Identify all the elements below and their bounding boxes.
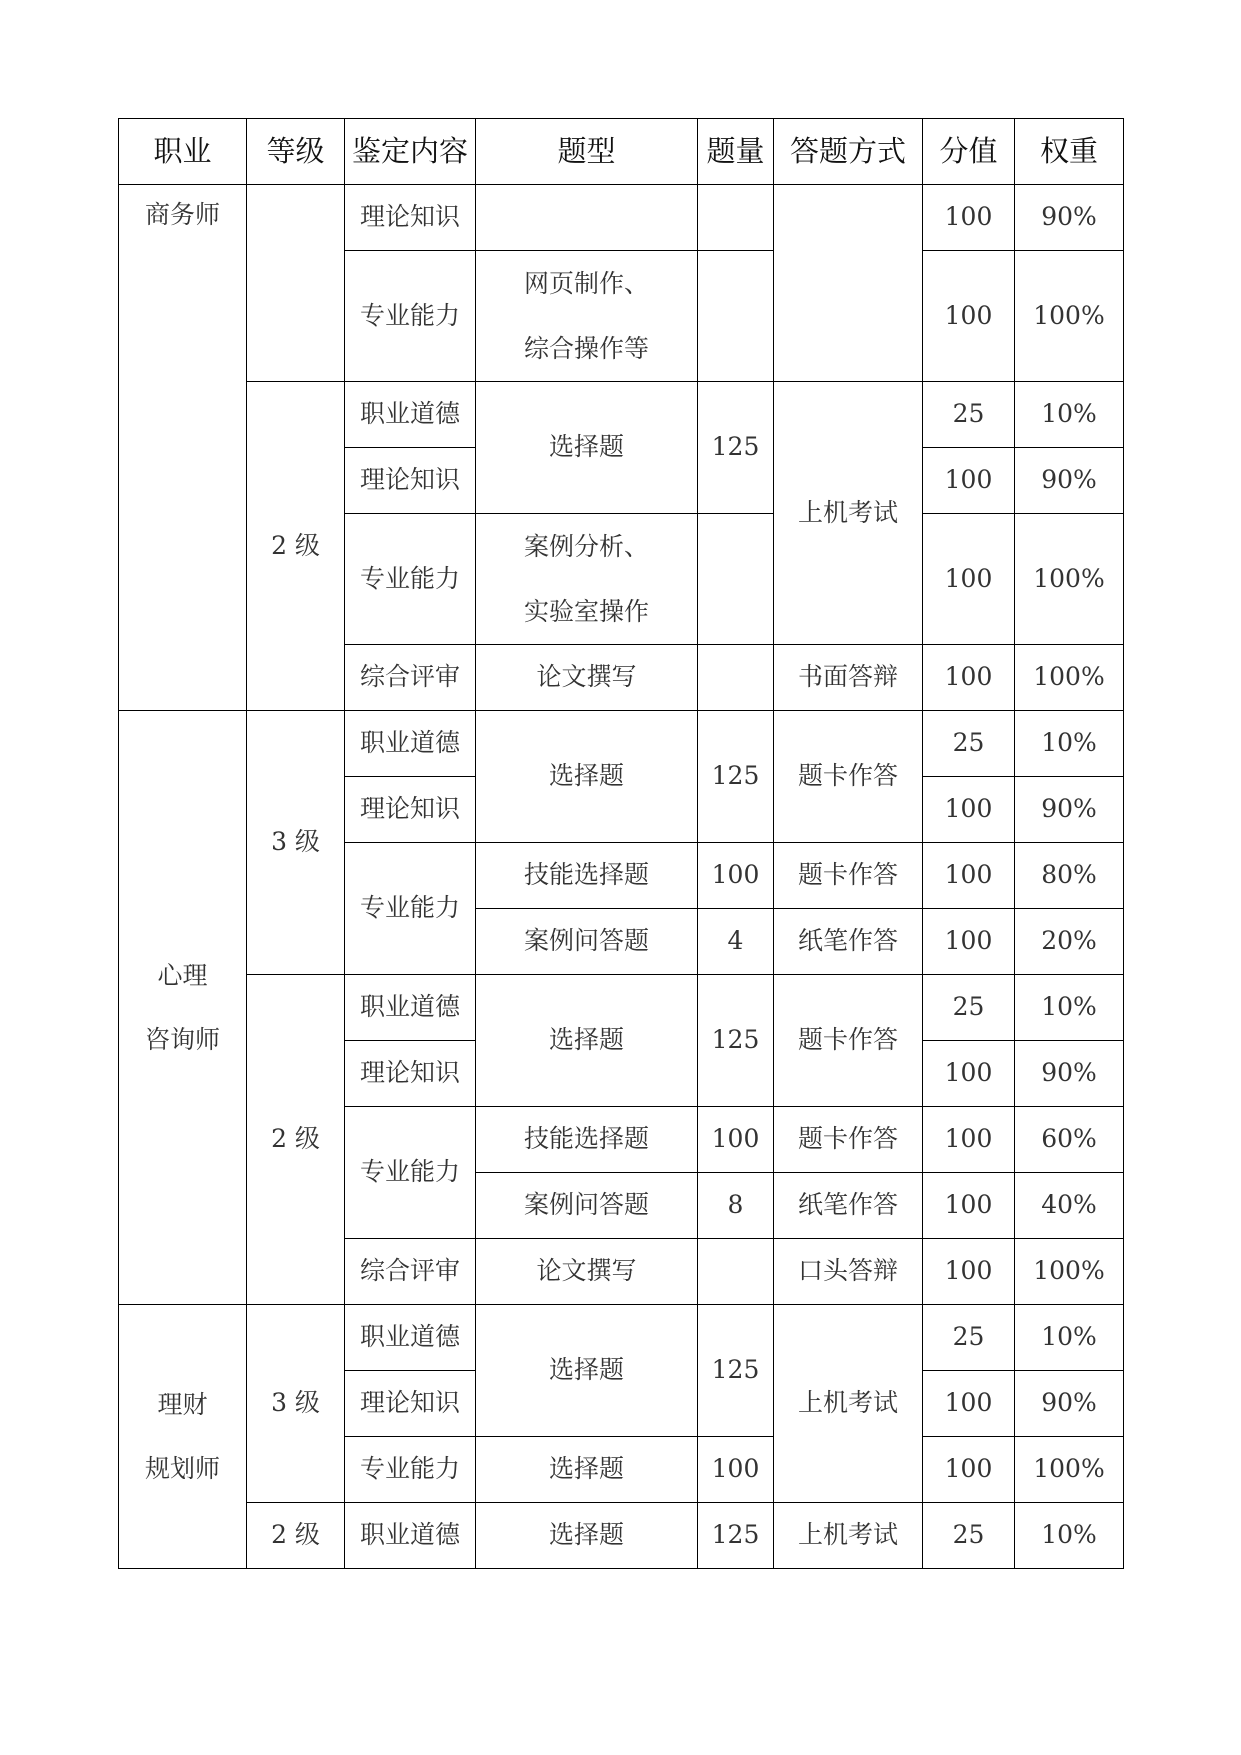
score-cell: 100 [923,185,1015,251]
table-row [119,975,1124,1041]
header-question-type: 题型 [476,119,698,185]
score-cell: 100 [923,1173,1015,1239]
type-cell [476,514,698,645]
method-cell: 上机考试 [774,1503,923,1569]
weight-cell: 100% [1015,251,1124,382]
method-cell: 纸笔作答 [774,1173,923,1239]
type-cell: 选择题 [476,1437,698,1503]
method-cell: 书面答辩 [774,645,923,711]
qty-cell-empty [698,1239,774,1305]
score-cell: 100 [923,843,1015,909]
content-cell: 职业道德 [345,382,476,448]
qty-cell: 125 [698,711,774,843]
score-cell: 100 [923,645,1015,711]
header-level: 等级 [247,119,345,185]
weight-cell: 90% [1015,448,1124,514]
score-cell: 25 [923,382,1015,448]
qty-cell: 125 [698,382,774,514]
level-cell-empty [247,185,345,382]
header-score: 分值 [923,119,1015,185]
method-cell: 题卡作答 [774,711,923,843]
weight-cell: 10% [1015,711,1124,777]
content-cell: 理论知识 [345,777,476,843]
score-cell: 100 [923,1437,1015,1503]
header-content: 鉴定内容 [345,119,476,185]
method-cell: 口头答辩 [774,1239,923,1305]
qty-cell: 100 [698,1107,774,1173]
weight-cell: 90% [1015,777,1124,843]
type-cell: 论文撰写 [476,645,698,711]
weight-cell: 100% [1015,1239,1124,1305]
qty-cell: 125 [698,1305,774,1437]
method-cell: 题卡作答 [774,843,923,909]
score-cell: 25 [923,975,1015,1041]
type-cell: 案例问答题 [476,909,698,975]
weight-cell: 20% [1015,909,1124,975]
type-line: 实验室操作 [523,597,649,626]
type-cell: 选择题 [476,1305,698,1437]
score-cell: 25 [923,1305,1015,1371]
weight-cell: 10% [1015,382,1124,448]
content-cell: 职业道德 [345,975,476,1041]
table-row [119,1503,1124,1569]
assessment-table [118,118,1124,1569]
type-cell: 选择题 [476,1503,698,1569]
weight-cell: 100% [1015,1437,1124,1503]
profession-cell [119,711,247,1305]
header-question-count: 题量 [698,119,774,185]
weight-cell: 90% [1015,185,1124,251]
profession-line: 心理 [157,960,208,990]
qty-cell: 4 [698,909,774,975]
weight-cell: 80% [1015,843,1124,909]
level-cell: 2 级 [247,975,345,1305]
content-cell: 专业能力 [345,1107,476,1239]
content-cell: 专业能力 [345,843,476,975]
type-cell: 选择题 [476,382,698,514]
type-cell-empty [476,185,698,251]
content-cell: 职业道德 [345,1305,476,1371]
weight-cell: 10% [1015,1503,1124,1569]
level-cell: 2 级 [247,382,345,711]
header-answer-method: 答题方式 [774,119,923,185]
weight-cell: 10% [1015,975,1124,1041]
method-cell: 题卡作答 [774,1107,923,1173]
type-cell: 论文撰写 [476,1239,698,1305]
score-cell: 100 [923,1041,1015,1107]
type-cell [476,251,698,382]
method-cell-empty [774,185,923,382]
weight-cell: 10% [1015,1305,1124,1371]
profession-cell [119,1305,247,1569]
score-cell: 100 [923,251,1015,382]
level-cell: 2 级 [247,1503,345,1569]
header-weight: 权重 [1015,119,1124,185]
type-cell: 选择题 [476,975,698,1107]
profession-cell: 商务师 [119,185,247,711]
header-profession: 职业 [119,119,247,185]
score-cell: 100 [923,448,1015,514]
table-row [119,382,1124,448]
score-cell: 25 [923,711,1015,777]
header-row [119,119,1124,185]
content-cell: 专业能力 [345,1437,476,1503]
method-cell: 上机考试 [774,1305,923,1503]
content-cell: 综合评审 [345,1239,476,1305]
method-cell: 上机考试 [774,382,923,645]
score-cell: 25 [923,1503,1015,1569]
content-cell: 理论知识 [345,448,476,514]
type-line: 案例分析、 [523,532,649,561]
table-row [119,185,1124,251]
qty-cell: 8 [698,1173,774,1239]
table-row [119,711,1124,777]
score-cell: 100 [923,777,1015,843]
profession-line: 咨询师 [144,1024,220,1054]
profession-line: 规划师 [144,1453,220,1483]
profession-line: 理财 [157,1389,208,1419]
qty-cell-empty [698,514,774,645]
weight-cell: 100% [1015,514,1124,645]
qty-cell: 100 [698,843,774,909]
type-cell: 技能选择题 [476,1107,698,1173]
score-cell: 100 [923,909,1015,975]
table-row [119,1305,1124,1371]
qty-cell: 125 [698,975,774,1107]
type-line: 综合操作等 [523,334,649,363]
score-cell: 100 [923,1239,1015,1305]
content-cell: 专业能力 [345,514,476,645]
method-cell: 纸笔作答 [774,909,923,975]
score-cell: 100 [923,514,1015,645]
type-cell: 技能选择题 [476,843,698,909]
qty-cell-empty [698,251,774,382]
content-cell: 综合评审 [345,645,476,711]
level-cell: 3 级 [247,711,345,975]
content-cell: 理论知识 [345,1371,476,1437]
weight-cell: 100% [1015,645,1124,711]
weight-cell: 60% [1015,1107,1124,1173]
type-cell: 案例问答题 [476,1173,698,1239]
content-cell: 理论知识 [345,185,476,251]
score-cell: 100 [923,1371,1015,1437]
qty-cell-empty [698,645,774,711]
content-cell: 职业道德 [345,711,476,777]
qty-cell-empty [698,185,774,251]
weight-cell: 90% [1015,1371,1124,1437]
content-cell: 职业道德 [345,1503,476,1569]
level-cell: 3 级 [247,1305,345,1503]
method-cell: 题卡作答 [774,975,923,1107]
qty-cell: 100 [698,1437,774,1503]
weight-cell: 40% [1015,1173,1124,1239]
type-line: 网页制作、 [523,269,649,298]
weight-cell: 90% [1015,1041,1124,1107]
type-cell: 选择题 [476,711,698,843]
content-cell: 专业能力 [345,251,476,382]
score-cell: 100 [923,1107,1015,1173]
content-cell: 理论知识 [345,1041,476,1107]
qty-cell: 125 [698,1503,774,1569]
